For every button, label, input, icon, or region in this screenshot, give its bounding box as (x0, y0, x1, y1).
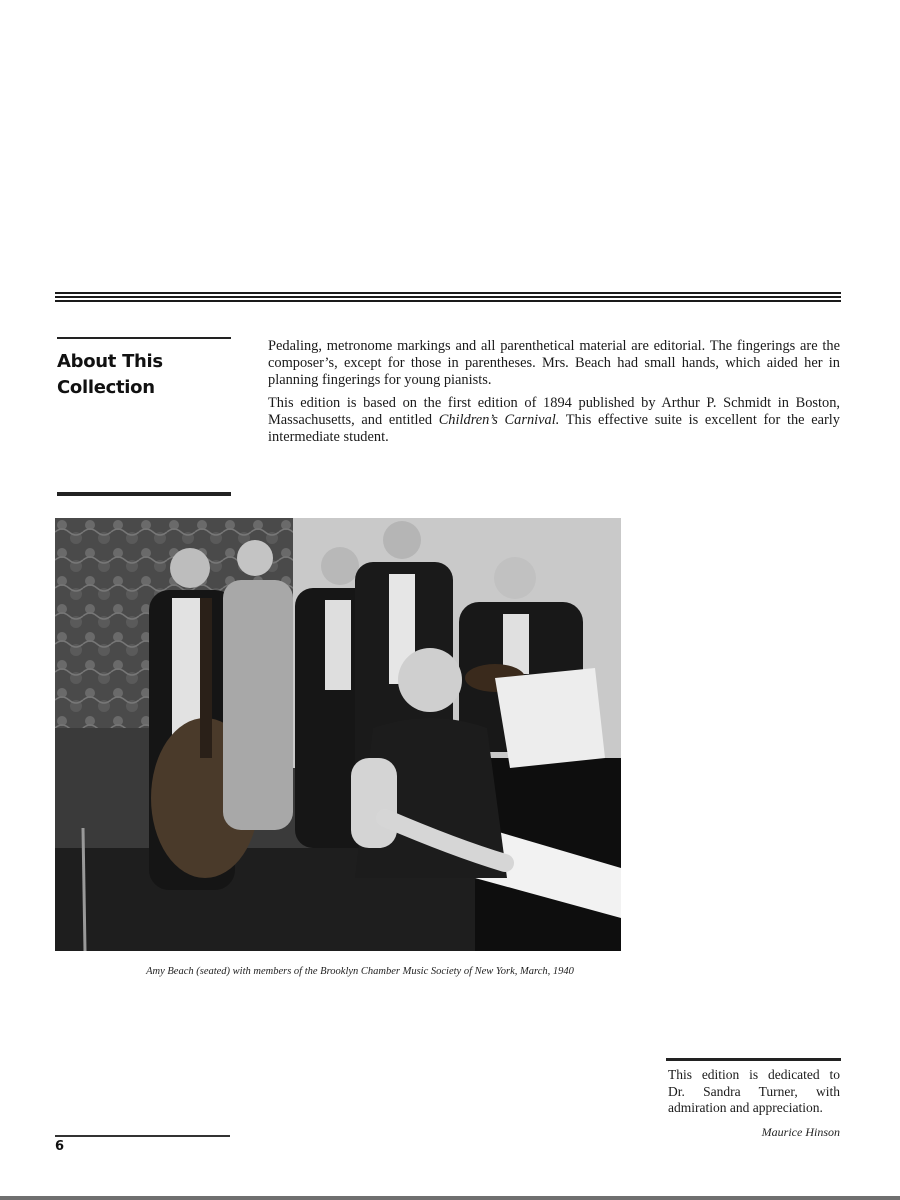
dedication-signature: Maurice Hinson (761, 1125, 840, 1139)
paragraph-edition-tail: This effective suite is excellent for the early intermediate student. (268, 412, 840, 445)
work-title: Children’s Carnival. (438, 412, 560, 428)
dedication-rule (666, 1058, 841, 1061)
dedication-line: This edition is dedicated to (668, 1067, 840, 1082)
photo-caption: Amy Beach (seated) with members of the Brooklyn Chamber Music Society of New York, March, 1940 (146, 966, 574, 977)
paragraph-edition (268, 395, 840, 446)
section-heading (57, 349, 247, 401)
body-text (268, 338, 840, 452)
page-border (0, 1196, 900, 1200)
dedication-line: admiration and appreciation. (668, 1100, 823, 1115)
paragraph-editorial: Pedaling, metronome markings and all parenthetical material are editorial. The fingerings are the composer’s, except for those in parentheses. Mrs. Beach had small hands, which aided her in planning fingerings for young pianists. (268, 338, 840, 388)
paragraph-edition-text: This edition is based on the first edition of 1894 published by Arthur P. Schmidt in Boston, Massachusetts, and entitled (268, 395, 840, 428)
dedication (668, 1067, 840, 1117)
section-rule-bottom (57, 492, 231, 496)
photograph (55, 518, 621, 951)
section-heading-line1: About This (57, 351, 163, 372)
person-woman-standing (223, 540, 293, 830)
dedication-line: Dr. Sandra Turner, with (668, 1083, 840, 1099)
section-heading-line2: Collection (57, 377, 155, 398)
section-rule-top (57, 337, 231, 339)
page-number-rule (55, 1135, 230, 1137)
page-number: 6 (55, 1139, 65, 1154)
